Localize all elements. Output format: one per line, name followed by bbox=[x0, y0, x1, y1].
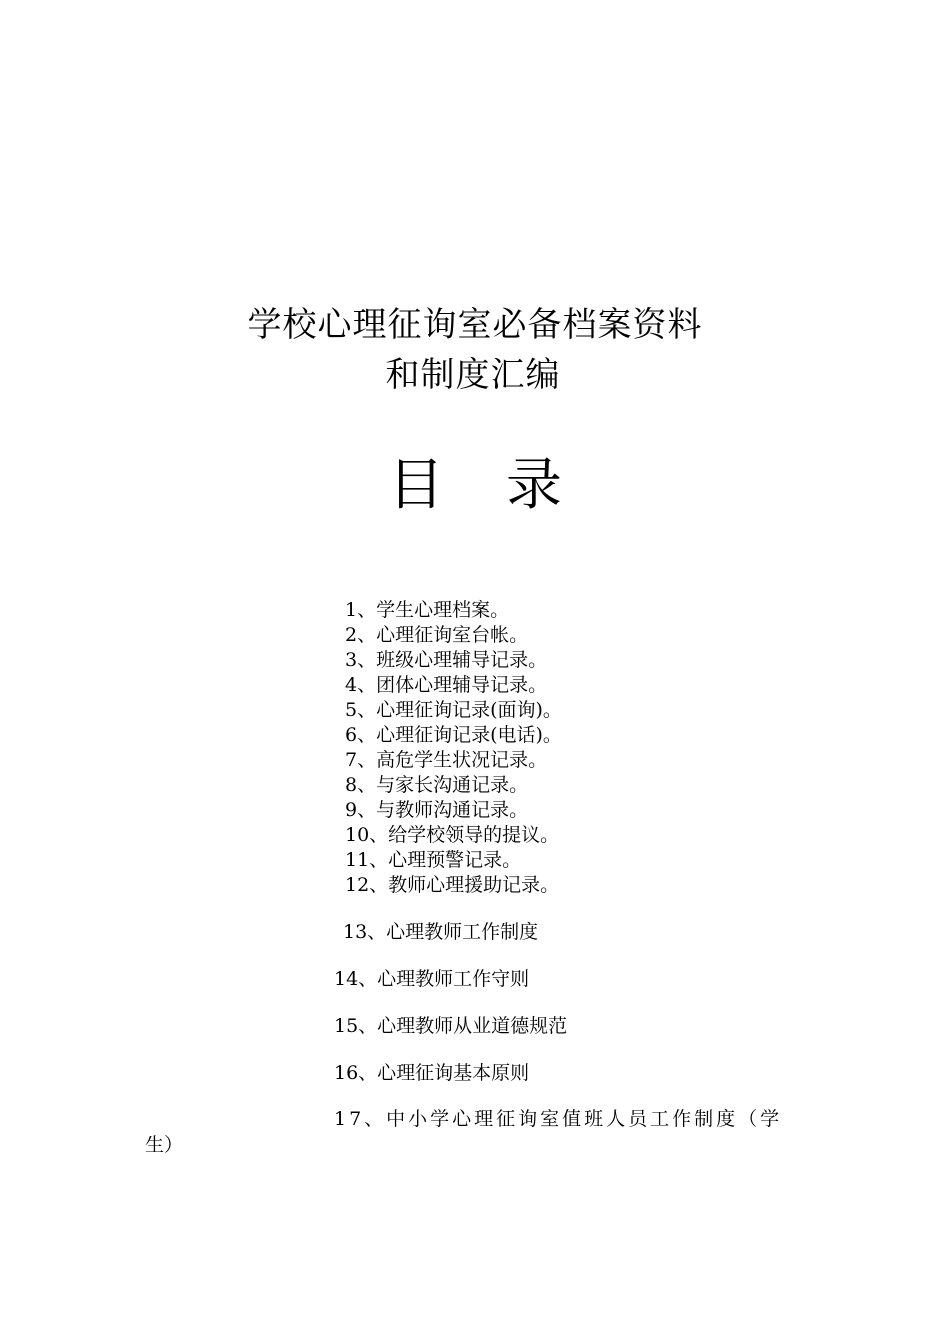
toc-item-11: 11、心理预警记录。 bbox=[345, 849, 522, 871]
toc-item-17-line-1: 17、中小学心理征询室值班人员工作制度（学 bbox=[334, 1108, 783, 1130]
toc-item-17-line-2: 生） bbox=[145, 1134, 184, 1156]
toc-item-13: 13、心理教师工作制度 bbox=[343, 921, 539, 943]
toc-item-16: 16、心理征询基本原则 bbox=[334, 1062, 530, 1084]
toc-item-7: 7、高危学生状况记录。 bbox=[345, 749, 548, 771]
toc-item-10: 10、给学校领导的提议。 bbox=[345, 824, 560, 846]
toc-item-15: 15、心理教师从业道德规范 bbox=[334, 1015, 568, 1037]
toc-heading-char-1: 目 bbox=[388, 453, 444, 518]
toc-item-4: 4、团体心理辅导记录。 bbox=[345, 674, 548, 696]
toc-item-1: 1、学生心理档案。 bbox=[345, 599, 510, 621]
document-title-line-1: 学校心理征询室必备档案资料 bbox=[247, 305, 703, 345]
toc-item-3: 3、班级心理辅导记录。 bbox=[345, 649, 548, 671]
toc-item-8: 8、与家长沟通记录。 bbox=[345, 774, 529, 796]
toc-item-12: 12、教师心理援助记录。 bbox=[345, 874, 560, 896]
toc-heading-char-2: 录 bbox=[506, 453, 562, 518]
toc-item-14: 14、心理教师工作守则 bbox=[334, 968, 530, 990]
toc-item-6: 6、心理征询记录(电话)。 bbox=[345, 724, 562, 746]
toc-item-5: 5、心理征询记录(面询)。 bbox=[345, 699, 562, 721]
document-title-line-2: 和制度汇编 bbox=[385, 355, 561, 395]
toc-item-9: 9、与教师沟通记录。 bbox=[345, 799, 529, 821]
toc-item-2: 2、心理征询室台帐。 bbox=[345, 624, 529, 646]
